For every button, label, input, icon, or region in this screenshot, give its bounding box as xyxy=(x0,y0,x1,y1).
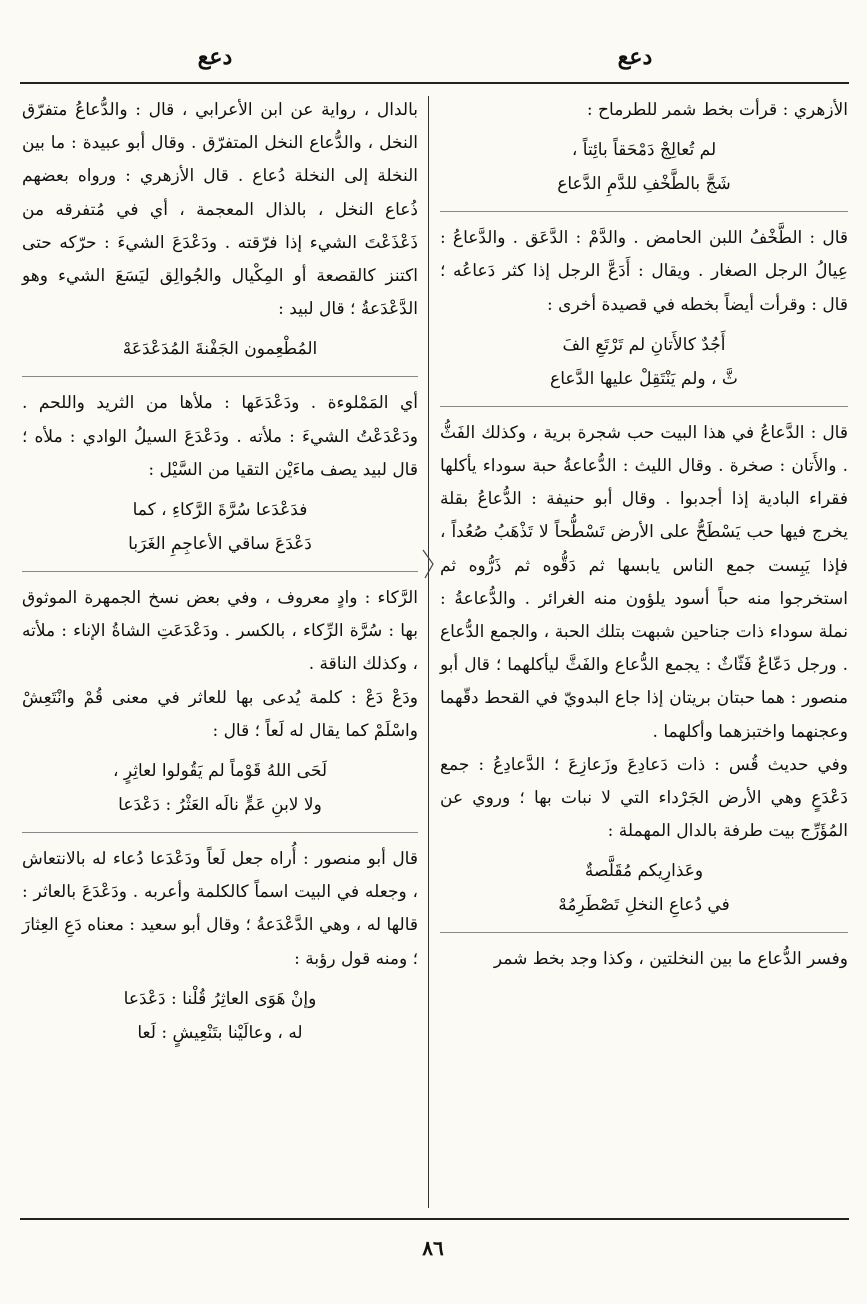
verse-line: فدَعْدَعا سُرَّةَ الرَّكاءِ ، كما xyxy=(132,500,308,521)
entry-paragraph: قال : الدَّعاعُ في هذا البيت حب شجرة برية ، وكذلك الفَثُّ . والأَتان : صخرة . وقال الليث : الدُّعاعةُ حبة سوداء يأكلها فقراء البادية إذا أجدبوا . وقال أبو حنيفة : الدُّعاعُ بقلة يخرج فيها حب يَسْطَحُّ على الأرض تَسْطُّحاً لا تَذْهَبُ صُعُداً ، فإذا يَبِست جمع الناس يابسها ثم دَقُّوه ثم ذَرُّوه ثم استخرجوا منه حباً أسود يلؤون منه الغرائر . والدُّعاعةُ : نملة سوداء ذات جناحين شبهت بتلك الحبة ، والجمع الدُّعاع . ورجل دَعّاعٌ فَثّاثٌ : يجمع الدُّعاع والفَثَّ ليأكلهما ؛ قال أبو منصور : هما حبتان بريتان إذا جاع البدويّ في القحط دقّهما وعجنهما واختبزهما وأكلهما . xyxy=(440,422,848,742)
verse-line: لَحَى اللهُ قَوْماً لم يَقُولوا لعاثِرٍ ، xyxy=(112,761,328,782)
section-separator xyxy=(440,211,848,212)
section-separator xyxy=(22,376,418,377)
entry-paragraph: الأزهري : قرأت بخط شمر للطرماح : xyxy=(586,100,848,120)
verse xyxy=(440,133,848,201)
verse-line: دَعْدَعَ ساقي الأعاجِمِ الغَرَبا xyxy=(128,534,312,555)
running-head-left: دعع xyxy=(197,44,233,70)
section-separator xyxy=(440,406,848,407)
section-separator xyxy=(440,932,848,933)
verse xyxy=(22,332,418,366)
verse-line: شَجَّ بالطَّخْفِ للدَّمِ الدَّعاع xyxy=(557,174,731,195)
verse-line: لم تُعالِجْ دَمْحَقاً بائِتاً ، xyxy=(571,140,717,161)
verse xyxy=(440,854,848,922)
column-divider xyxy=(428,96,429,1208)
section-separator xyxy=(22,832,418,833)
verse-line: ولا لابنِ عَمٍّ نالَه العَثْرُ : دَعْدَعا xyxy=(118,795,322,816)
verse xyxy=(22,982,418,1050)
verse xyxy=(22,493,418,561)
footer-rule xyxy=(20,1218,849,1220)
right-column xyxy=(440,94,848,977)
verse xyxy=(440,328,848,396)
verse-line: ثَّ ، ولم يَنْتَقِلْ عليها الدَّعاع xyxy=(550,368,738,389)
entry-paragraph: وفسر الدُّعاع ما بين النخلتين ، وكذا وجد بخط شمر xyxy=(493,949,848,970)
page-number: ٨٦ xyxy=(422,1236,444,1260)
verse-line: وإنْ هَوَى العاثِرُ قُلْنا : دَعْدَعا xyxy=(123,988,317,1009)
entry-paragraph: قال : الطَّخْفُ اللبن الحامض . والدَّمْ : الدَّعَق . والدَّعاعُ : عِيالُ الرجل الصغار . ويقال : أَدَعَّ الرجل إذا كثر دَعاعُه ؛ قال : وقرأت أيضاً بخطه في قصيدة أخرى : xyxy=(440,228,848,315)
header-rule xyxy=(20,82,849,84)
margin-tick-mark xyxy=(421,548,435,580)
entry-paragraph: ودَعْ دَعْ : كلمة يُدعى بها للعاثر في معنى قُمْ وانْتَعِشْ واسْلَمْ كما يقال له لَعاً ؛ قال : xyxy=(22,687,418,741)
entry-paragraph: الرَّكاء : وادٍ معروف ، وفي بعض نسخ الجمهرة الموثوق بها : سُرَّة الرِّكاء ، بالكسر . ودَعْدَعَتِ الشاةُ الإناء : ملأته ، وكذلك الناقة . xyxy=(22,588,418,675)
section-separator xyxy=(22,571,418,572)
verse-line: أَجُدٌ كالأَتانِ لم تَرْتَعِ الفَ xyxy=(562,334,726,355)
verse-line: وعَذارِيكم مُقَلَّصةٌ xyxy=(584,861,704,882)
verse-line: في دُعاعِ النخلِ تَصْطَرِمُهْ xyxy=(558,895,730,916)
entry-paragraph: وفي حديث قُس : ذات دَعادِعَ وزَعازِعَ ؛ الدَّعادِعُ : جمع دَعْدَعٍ وهي الأرض الجَرْداء التي لا نبات بها ؛ وروي عن المُؤَرِّج بيت طرفة بالدال المهملة : xyxy=(440,754,848,842)
entry-paragraph: بالدال ، رواية عن ابن الأعرابي ، قال : والدُّعاعُ متفرّق النخل ، والدُّعاع النخل المتفرّق . وقال أبو عبيدة : ما بين النخلة إلى النخلة دُعاع . قال الأزهري : ورواه بعضهم ذُعاع النخل ، بالذال المعجمة ، أي في مُتفرقه من ذَعْذَعْتَ الشيء إذا فرّقته . ودَعْدَعَ الشيءَ : حرّكه حتى اكتنز كالقصعة أو المِكْيال والجُوالِق ليَسَعَ الشيء وهو الدَّعْدَعةُ ؛ قال لبيد : xyxy=(22,100,418,320)
verse xyxy=(22,754,418,822)
running-head-right: دعع xyxy=(617,44,653,70)
verse-line: المُطْعِمون الجَفْنةَ المُدَعْدَعَهْ xyxy=(122,339,318,360)
left-column xyxy=(22,94,418,1060)
entry-paragraph: قال أبو منصور : أُراه جعل لَعاً ودَعْدَعا دُعاء له بالانتعاش ، وجعله في البيت اسماً كالكلمة وأعربه . ودَعْدَعَ بالعاثر : قالها له ، وهي الدَّعْدَعةُ ؛ وقال أبو سعيد : معناه دَعِ العِثارَ ؛ ومنه قول رؤبة : xyxy=(22,849,418,969)
verse-line: له ، وعالَيْنا بتَنْعِيشٍ : لَعا xyxy=(137,1022,303,1043)
entry-paragraph: أي المَمْلوءة . ودَعْدَعَها : ملأها من الثريد واللحم . ودَعْدَعْتُ الشيءَ : ملأته . ودَعْدَعَ السيلُ الوادي : ملأه ؛ قال لبيد يصف ماءَيْن التقيا من السَّيْل : xyxy=(22,393,418,480)
